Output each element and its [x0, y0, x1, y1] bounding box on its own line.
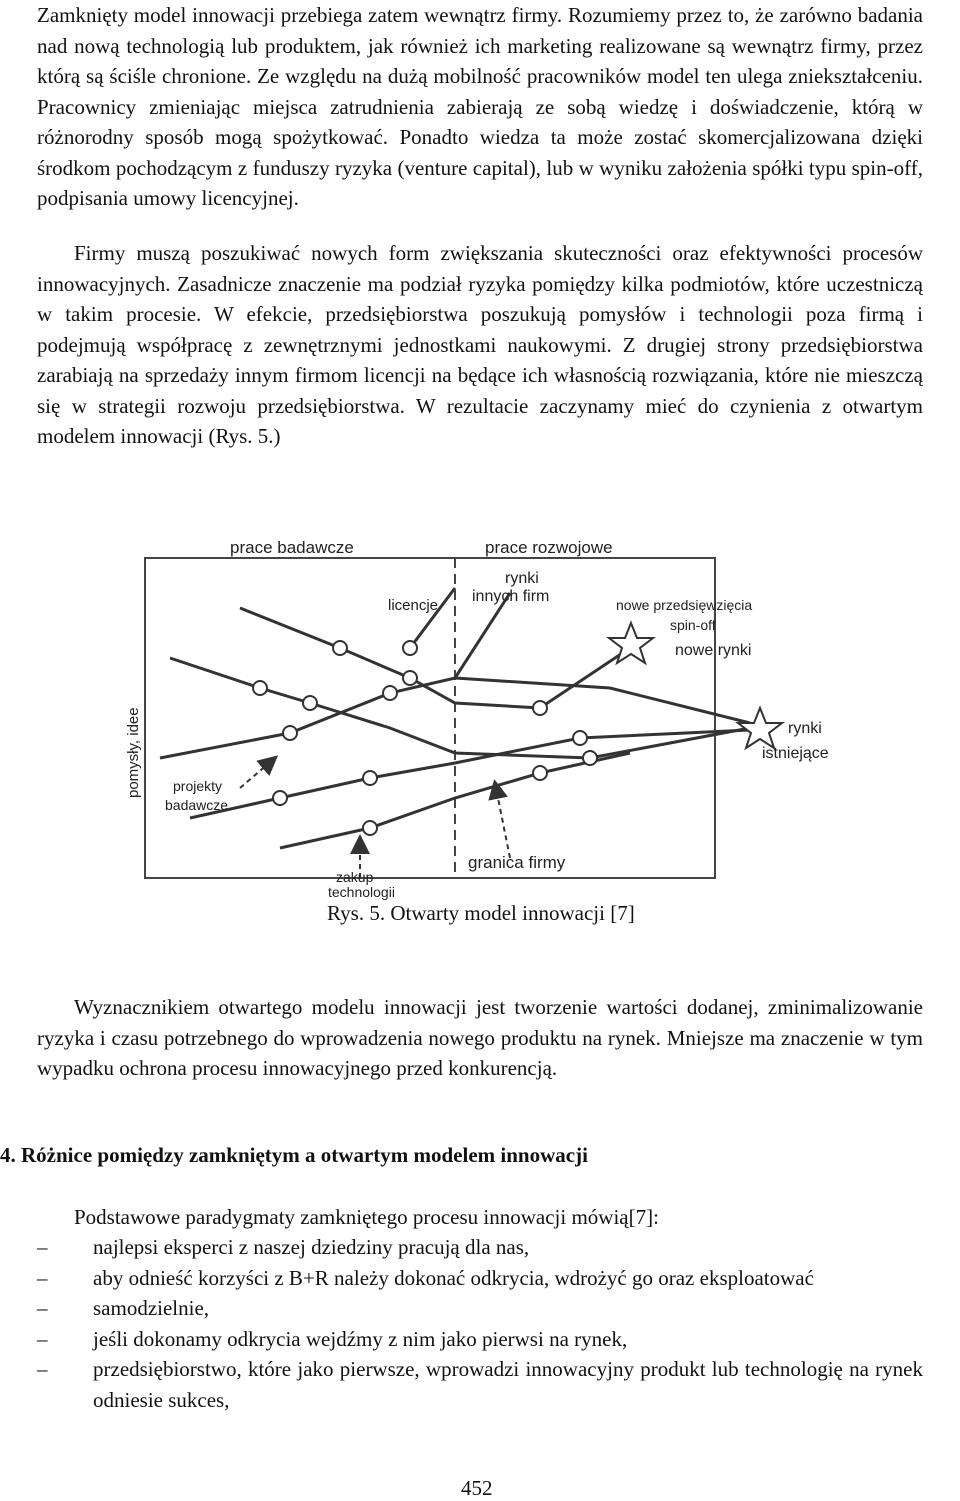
- paragraph-closed-model: Zamknięty model innowacji przebiega zatem wewnątrz firmy. Rozumiemy przez to, że zarówno badania nad nową technologią lub produktem, jak również ich marketing realizowane są wewnątrz firmy, przez którą są ściśle chronione. Ze względu na dużą mobilność pracowników model ten ulega zniekształceniu. Pracownicy zmieniając miejsca zatrudnienia zabierają ze sobą wiedzę i doświadczenie, którą w różnorodny sposób mogą spożytkować. Ponadto wiedza ta może zostać skomercjalizowana dzięki środkom pochodzącym z funduszy ryzyka (venture capital), lub w wyniku założenia spółki typu spin-off, podpisania umowy licencyjnej.: [37, 3, 923, 210]
- list-item-text: aby odnieść korzyści z B+R należy dokonać odkrycia, wdrożyć go oraz eksploatować: [93, 1265, 814, 1290]
- star-existing-markets: [738, 708, 782, 748]
- list-dash: –: [37, 1326, 48, 1351]
- label-prace-rozwojowe: prace rozwojowe: [485, 538, 613, 557]
- label-pomysly: pomysły, idee: [125, 707, 142, 798]
- paragraph-paradigms-intro: Podstawowe paradygmaty zamkniętego procesu innowacji mówią[7]:: [74, 1205, 659, 1229]
- list-dash: –: [37, 1235, 48, 1259]
- list-item-text: najlepsi eksperci z naszej dziedziny pracują dla nas,: [93, 1235, 530, 1259]
- label-rynki-innych-1: rynki: [505, 570, 539, 587]
- list-item-text: przedsiębiorstwo, które jako pierwsze, wprowadzi innowacyjny produkt lub technologię na rynek odniesie sukces,: [93, 1357, 923, 1412]
- figure-caption: Rys. 5. Otwarty model innowacji [7]: [327, 901, 635, 925]
- label-licencje: licencje: [388, 597, 439, 614]
- label-zakup-1: zakup: [336, 869, 374, 885]
- arrow-granica: [495, 783, 510, 858]
- flow-line-rynki: [455, 593, 510, 678]
- label-nowe-rynki: nowe rynki: [675, 642, 752, 659]
- list-dash: –: [37, 1265, 48, 1290]
- idea-nodes: [253, 641, 597, 835]
- open-innovation-diagram: [110, 528, 829, 900]
- label-spin-off: spin-off: [670, 617, 716, 633]
- arrow-projekty: [240, 758, 275, 788]
- list-item: [37, 1263, 923, 1294]
- paragraph-open-model: Firmy muszą poszukiwać nowych form zwiększania skuteczności oraz efektywności procesów innowacyjnych. Zasadnicze znaczenie ma podział ryzyka pomiędzy kilka podmiotów, które uczestniczą w takim procesie. W efekcie, przedsiębiorstwa poszukują pomysłów i technologii poza firmą i podejmują współpracę z zewnętrznymi jednostkami naukowymi. Z drugiej strony przedsiębiorstwa zarabiają na sprzedaży innym firmom licencji na będące ich własnością rozwiązania, które nie mieszczą się w strategii rozwoju przedsiębiorstwa. W rezultacie zaczynamy mieć do czynienia z otwartym modelem innowacji (Rys. 5.): [37, 241, 923, 448]
- flow-line-4: [240, 608, 630, 708]
- paragraph-open-model-determinant: Wyznacznikiem otwartego modelu innowacji jest tworzenie wartości dodanej, zminimalizowanie ryzyka i czasu potrzebnego do wprowadzenia nowego produktu na rynek. Mniejsze ma znaczenie w tym wypadku ochrona procesu innowacyjnego przed konkurencją.: [37, 995, 923, 1080]
- label-rynki-istniejace-1: rynki: [788, 720, 822, 737]
- list-item: [37, 1324, 923, 1355]
- paradigm-list: [37, 1232, 923, 1415]
- list-dash: –: [37, 1357, 48, 1381]
- list-dash: –: [37, 1296, 48, 1320]
- list-item-text: jeśli dokonamy odkrycia wejdźmy z nim jako pierwsi na rynek,: [93, 1326, 628, 1351]
- label-projekty-1: projekty: [173, 778, 223, 794]
- label-nowe-przedsiewziecia: nowe przedsięwzięcia: [616, 597, 753, 613]
- label-rynki-istniejace-2: istniejące: [762, 745, 829, 762]
- list-item: [37, 1232, 923, 1263]
- page-number: 452: [461, 1476, 493, 1500]
- label-rynki-innych-2: innych firm: [472, 588, 550, 605]
- section-heading: 4. Różnice pomiędzy zamkniętym a otwartym modelem innowacji: [0, 1143, 588, 1167]
- list-item: [37, 1293, 923, 1324]
- list-item: [37, 1354, 923, 1415]
- label-zakup-2: technologii: [328, 884, 395, 900]
- list-item-text: samodzielnie,: [93, 1296, 210, 1320]
- label-prace-badawcze: prace badawcze: [230, 538, 354, 557]
- label-granica-firmy: granica firmy: [468, 853, 566, 872]
- label-projekty-2: badawcze: [165, 797, 229, 813]
